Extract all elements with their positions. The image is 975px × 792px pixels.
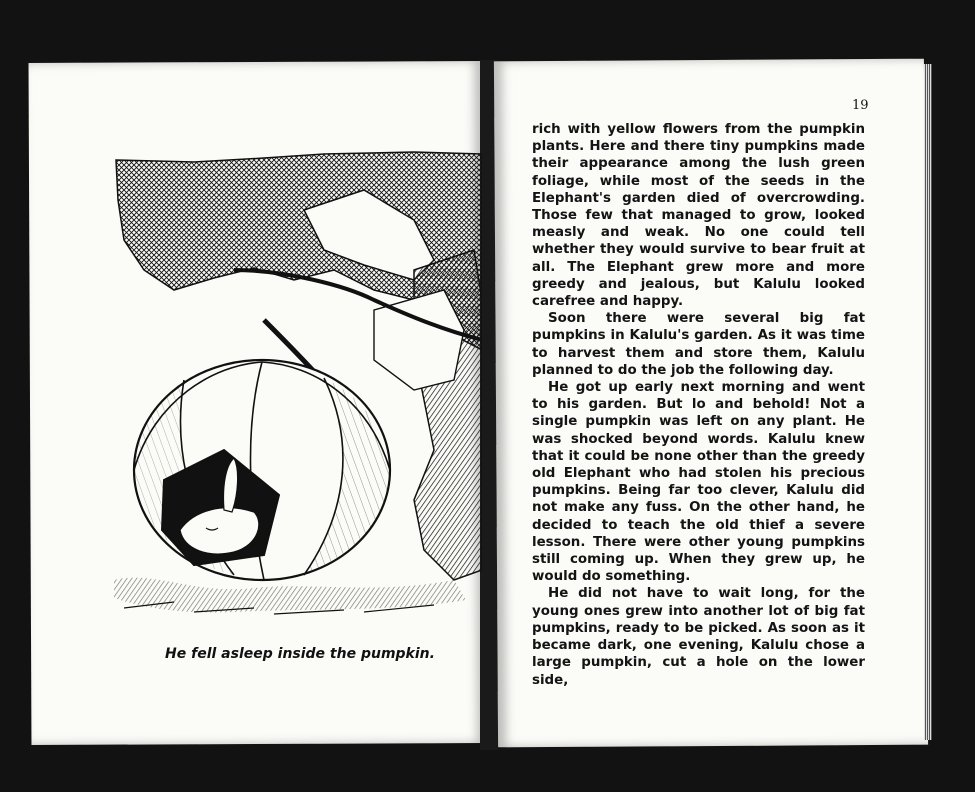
illustration-caption: He fell asleep inside the pumpkin.	[165, 646, 435, 662]
paragraph: Soon there were several big fat pumpkins in Kalulu's garden. As it was time to harvest them and store them, Kalulu planned to do the job the following day.	[532, 311, 865, 378]
paragraph: He did not have to wait long, for the young ones grew into another lot of big fat pumpkins, ready to be picked. As soon as it became dark, one evening, Kalulu chose a large pumpkin, cut a hole on the lower side,	[532, 586, 865, 688]
paragraph: rich with yellow flowers from the pumpkin plants. Here and there tiny pumpkins made their appearance among the lush green foliage, while most of the seeds in the Elephant's garden died of overcrowding. Those few that managed to grow, looked measly and weak. No one could tell whether they would survive to bear fruit at all. The Elephant grew more and more greedy and jealous, but Kalulu looked carefree and happy.	[532, 122, 865, 310]
paragraph: He got up early next morning and went to his garden. But lo and behold! Not a single pumpkin was left on any plant. He was shocked beyond words. Kalulu knew that it could be none other than the greedy old Elephant who had stolen his precious pumpkins. Being far too clever, Kalulu did not make any fuss. On the other hand, he decided to teach the old thief a severe lesson. There were other young pumpkins still coming up. When they grew up, he would do something.	[532, 380, 865, 585]
page-edges	[924, 64, 932, 740]
body-text	[532, 121, 865, 689]
pumpkin-illustration	[114, 150, 482, 620]
page-number: 19	[852, 98, 869, 113]
